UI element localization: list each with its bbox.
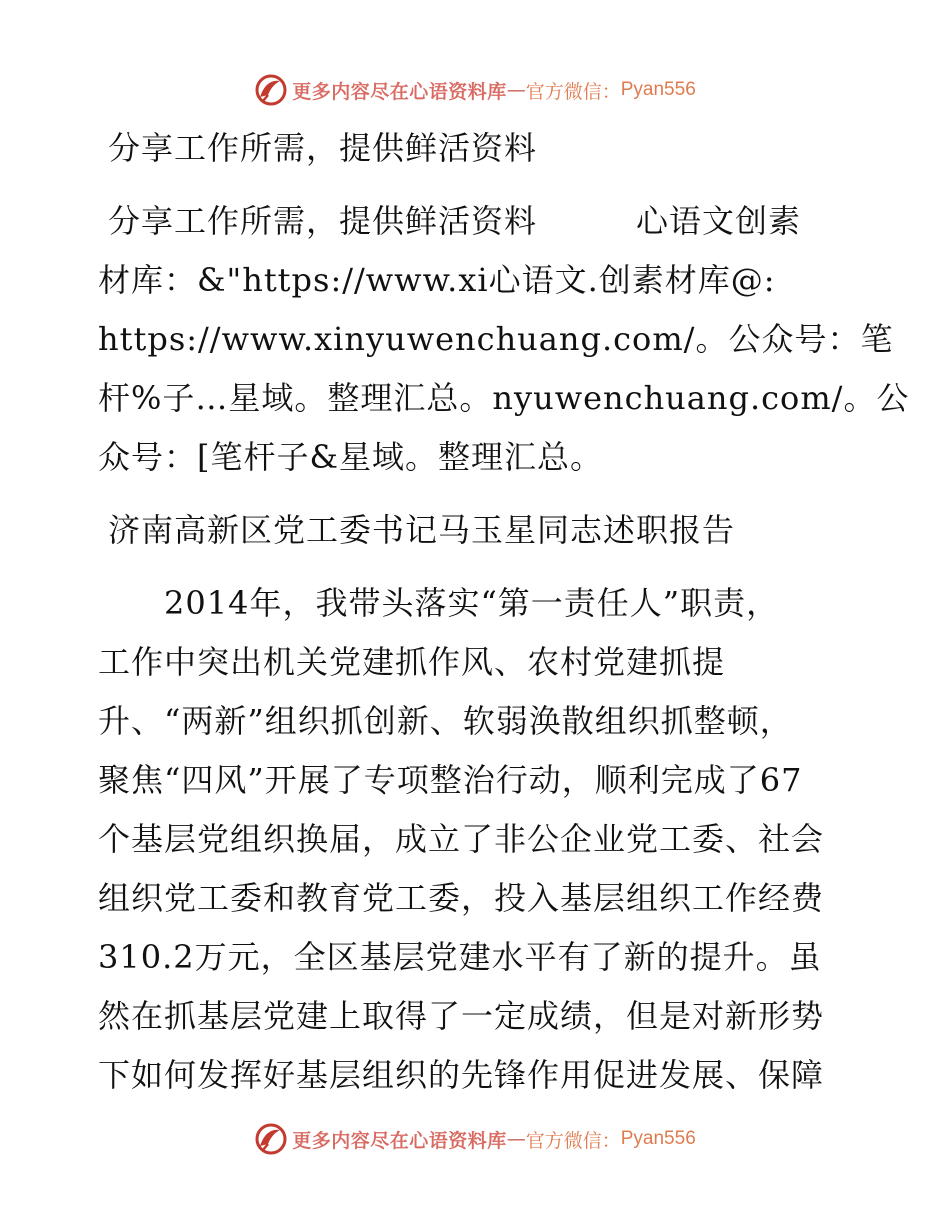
body-line: 众号：[笔杆子&星域。整理汇总。 <box>98 438 603 476</box>
pen-logo-icon <box>254 73 288 107</box>
paragraph-line: 工作中突出机关党建抓作风、农村党建抓提 <box>98 643 726 681</box>
paragraph-line: 升、“两新”组织抓创新、软弱涣散组织抓整顿， <box>98 702 793 740</box>
watermark-banner-bottom <box>0 1117 950 1161</box>
doc-header: 分享工作所需，提供鲜活资料 <box>108 129 538 167</box>
paragraph-line: 310.2万元，全区基层党建水平有了新的提升。虽 <box>98 938 822 976</box>
paragraph-line: 然在抓基层党建上取得了一定成绩，但是对新形势 <box>98 997 825 1035</box>
pen-logo-icon <box>254 1122 288 1156</box>
paragraph-line: 组织党工委和教育党工委，投入基层组织工作经费 <box>98 879 825 917</box>
banner-main-text: 更多内容尽在心语资料库 <box>292 1129 507 1152</box>
banner-wechat-label: 官方微信： <box>525 80 621 103</box>
banner-dash: — <box>506 79 526 101</box>
body-line: 杆%子…星域。整理汇总。nyuwenchuang.com/。公 <box>98 379 910 417</box>
watermark-banner-top <box>0 68 950 112</box>
body-line: 材库：&"https://www.xi心语文.创素材库@: <box>98 261 776 299</box>
paragraph-line: 聚焦“四风”开展了专项整治行动，顺利完成了67 <box>98 761 803 799</box>
report-title: 济南高新区党工委书记马玉星同志述职报告 <box>108 511 736 549</box>
banner-wechat-id: Pyan556 <box>620 79 696 100</box>
banner-main-text: 更多内容尽在心语资料库 <box>292 80 507 103</box>
banner-wechat-id: Pyan556 <box>620 1128 696 1149</box>
banner-dash: — <box>506 1128 526 1150</box>
body-line: 分享工作所需，提供鲜活资料 心语文创素 <box>108 202 802 240</box>
banner-wechat-label: 官方微信： <box>525 1129 621 1152</box>
paragraph-line: 下如何发挥好基层组织的先锋作用促进发展、保障 <box>98 1056 825 1094</box>
paragraph-line: 2014年，我带头落实“第一责任人”职责， <box>98 584 780 622</box>
body-line: https://www.xinyuwenchuang.com/。公众号：笔 <box>98 320 894 358</box>
paragraph-line: 个基层党组织换届，成立了非公企业党工委、社会 <box>98 820 825 858</box>
